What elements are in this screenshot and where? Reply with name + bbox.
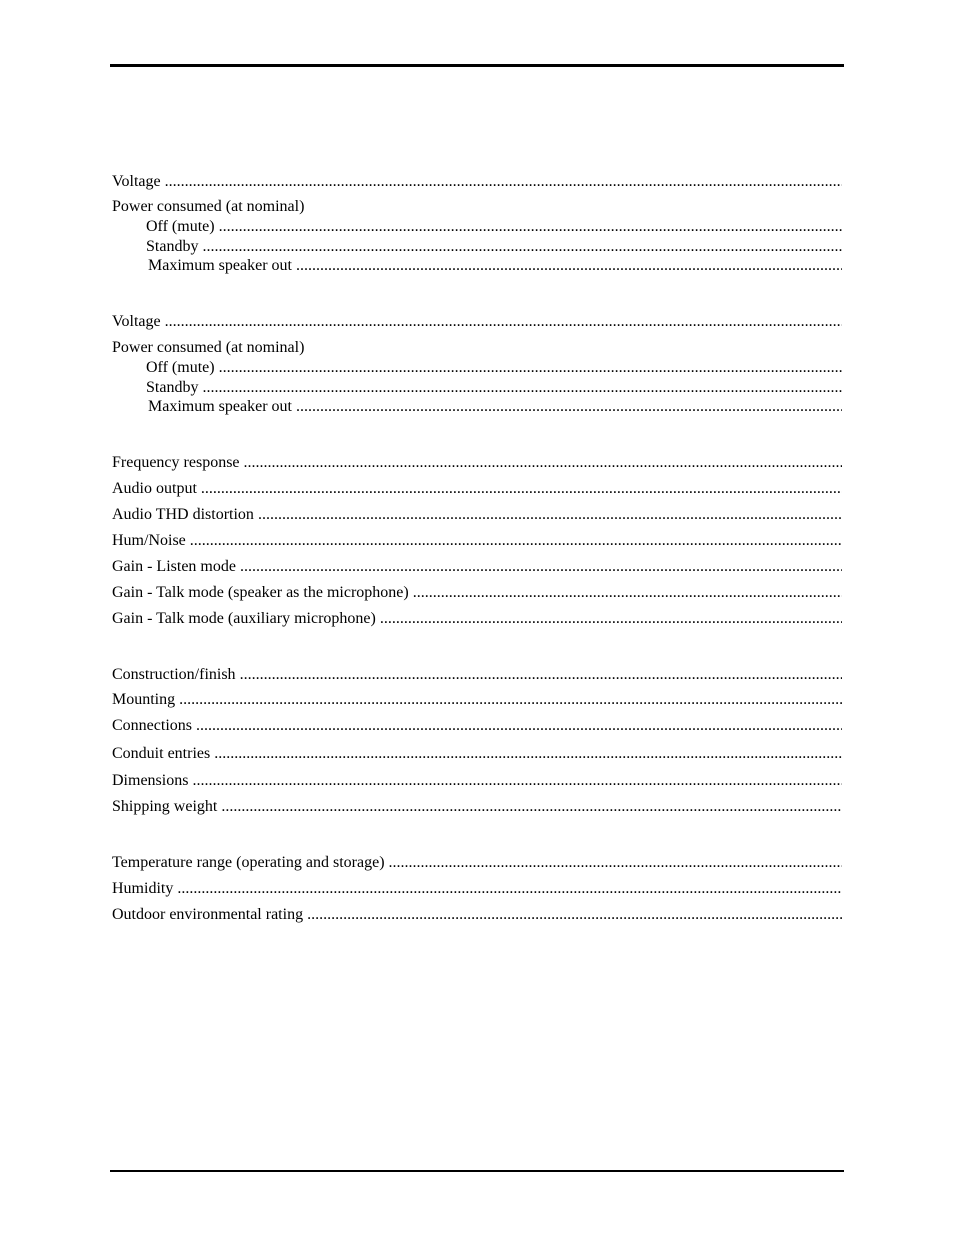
spec-row-shipping-weight <box>112 798 842 816</box>
spec-label: Voltage ..... <box>112 173 842 190</box>
spec-label: Standby ..... <box>146 238 842 255</box>
spec-row-connections <box>112 717 842 735</box>
spec-label: Hum/Noise ..... <box>112 532 842 549</box>
spec-row-mounting <box>112 691 842 709</box>
spec-row-gain-listen <box>112 558 842 576</box>
spec-row-temperature-range <box>112 854 842 872</box>
spec-label: Temperature range (operating and storage) ..... <box>112 854 842 871</box>
spec-row-ac-off-mute <box>146 218 842 236</box>
spec-subheading-ac-power: Power consumed (at nominal) <box>112 198 305 215</box>
spec-row-humidity <box>112 880 842 898</box>
spec-row-ac-voltage <box>112 173 842 191</box>
spec-row-dc-max-speaker <box>148 398 842 416</box>
spec-row-dimensions <box>112 772 842 790</box>
spec-label: Maximum speaker out ..... <box>148 398 842 415</box>
spec-row-ac-max-speaker <box>148 257 842 275</box>
spec-subheading-dc-power: Power consumed (at nominal) <box>112 339 305 356</box>
spec-label: Off (mute) ..... <box>146 359 842 376</box>
spec-row-environmental-rating <box>112 906 842 924</box>
spec-row-conduit-entries <box>112 745 842 763</box>
spec-row-hum-noise <box>112 532 842 550</box>
spec-row-audio-thd <box>112 506 842 524</box>
spec-label: Connections ..... <box>112 717 842 734</box>
spec-label: Mounting ..... <box>112 691 842 708</box>
spec-label: Audio THD distortion ..... <box>112 506 842 523</box>
spec-label: Construction/finish ..... <box>112 666 842 683</box>
spec-row-ac-standby <box>146 238 842 256</box>
bottom-rule <box>110 1170 844 1172</box>
spec-row-gain-talk-aux <box>112 610 842 628</box>
spec-label: Maximum speaker out ..... <box>148 257 842 274</box>
top-rule <box>110 64 844 67</box>
spec-row-dc-voltage <box>112 313 842 331</box>
spec-label: Gain - Talk mode (speaker as the microphone) ..... <box>112 584 842 601</box>
spec-row-dc-standby <box>146 379 842 397</box>
spec-label: Gain - Talk mode (auxiliary microphone) ..... <box>112 610 842 627</box>
spec-row-dc-off-mute <box>146 359 842 377</box>
spec-label: Frequency response ..... <box>112 454 842 471</box>
spec-row-gain-talk-speaker <box>112 584 842 602</box>
spec-label: Voltage ..... <box>112 313 842 330</box>
spec-row-construction <box>112 666 842 684</box>
spec-row-audio-output <box>112 480 842 498</box>
spec-label: Off (mute) ..... <box>146 218 842 235</box>
spec-label: Shipping weight ..... <box>112 798 842 815</box>
spec-label: Conduit entries ..... <box>112 745 842 762</box>
spec-label: Outdoor environmental rating ..... <box>112 906 842 923</box>
spec-label: Standby ..... <box>146 379 842 396</box>
spec-label: Dimensions ..... <box>112 772 842 789</box>
spec-label: Gain - Listen mode ..... <box>112 558 842 575</box>
spec-row-frequency-response <box>112 454 842 472</box>
spec-label: Humidity ..... <box>112 880 842 897</box>
spec-label: Audio output ..... <box>112 480 842 497</box>
